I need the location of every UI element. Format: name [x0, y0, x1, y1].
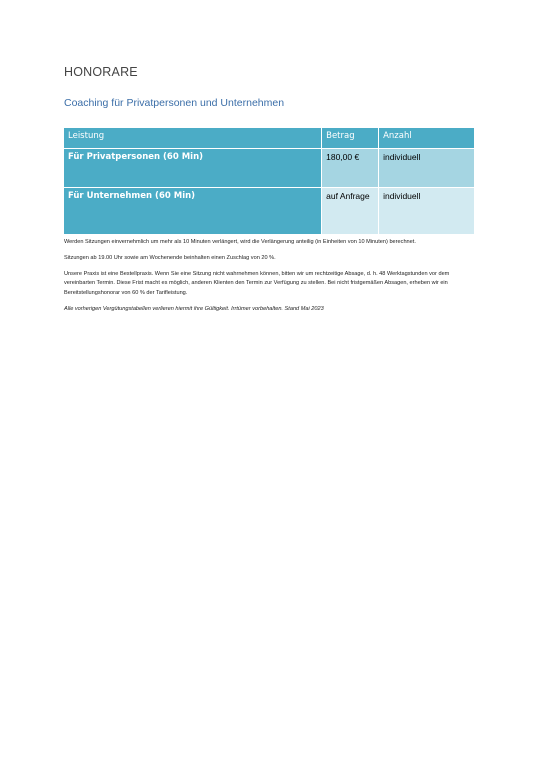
cell-service: Für Privatpersonen (60 Min)	[64, 149, 322, 188]
table-header-row	[64, 128, 475, 149]
table-row	[64, 149, 475, 188]
page-subtitle: Coaching für Privatpersonen und Unternehmen	[64, 97, 285, 109]
cell-service: Für Unternehmen (60 Min)	[64, 188, 322, 235]
cell-price: 180,00 €	[322, 149, 379, 188]
note-cancellation: Unsere Praxis ist eine Bestellpraxis. Wenn Sie eine Sitzung nicht wahrnehmen können, bitten wir um rechtzeitige Absage, d. h. 48 Werktagstunden vor dem vereinbarten Termin. Diese Frist macht es möglich, anderen Klienten den Termin zur Verfügung zu stellen. Bei nicht fristgemäßen Absagen, erheben wir ein Bereitstellungshonorar von 60 % der Tarifleistung.	[64, 270, 450, 297]
note-extension: Werden Sitzungen einvernehmlich um mehr als 10 Minuten verlängert, wird die Verlängerung anteilig (in Einheiten von 10 Minuten) berechnet.	[64, 239, 416, 245]
column-header-price: Betrag	[322, 128, 379, 149]
cell-quantity: individuell	[379, 188, 475, 235]
page-title: HONORARE	[64, 65, 138, 79]
cell-quantity: individuell	[379, 149, 475, 188]
column-header-quantity: Anzahl	[379, 128, 475, 149]
table-row	[64, 188, 475, 235]
note-validity: Alle vorherigen Vergütungstabellen verlieren hiermit ihre Gültigkeit. Irrtümer vorbehalten. Stand Mai 2023	[64, 305, 324, 312]
cell-price: auf Anfrage	[322, 188, 379, 235]
pricing-table	[64, 128, 475, 234]
note-surcharge: Sitzungen ab 19.00 Uhr sowie am Wochenende beinhalten einen Zuschlag von 20 %.	[64, 254, 276, 261]
notes-section	[64, 238, 475, 321]
column-header-service: Leistung	[64, 128, 322, 149]
